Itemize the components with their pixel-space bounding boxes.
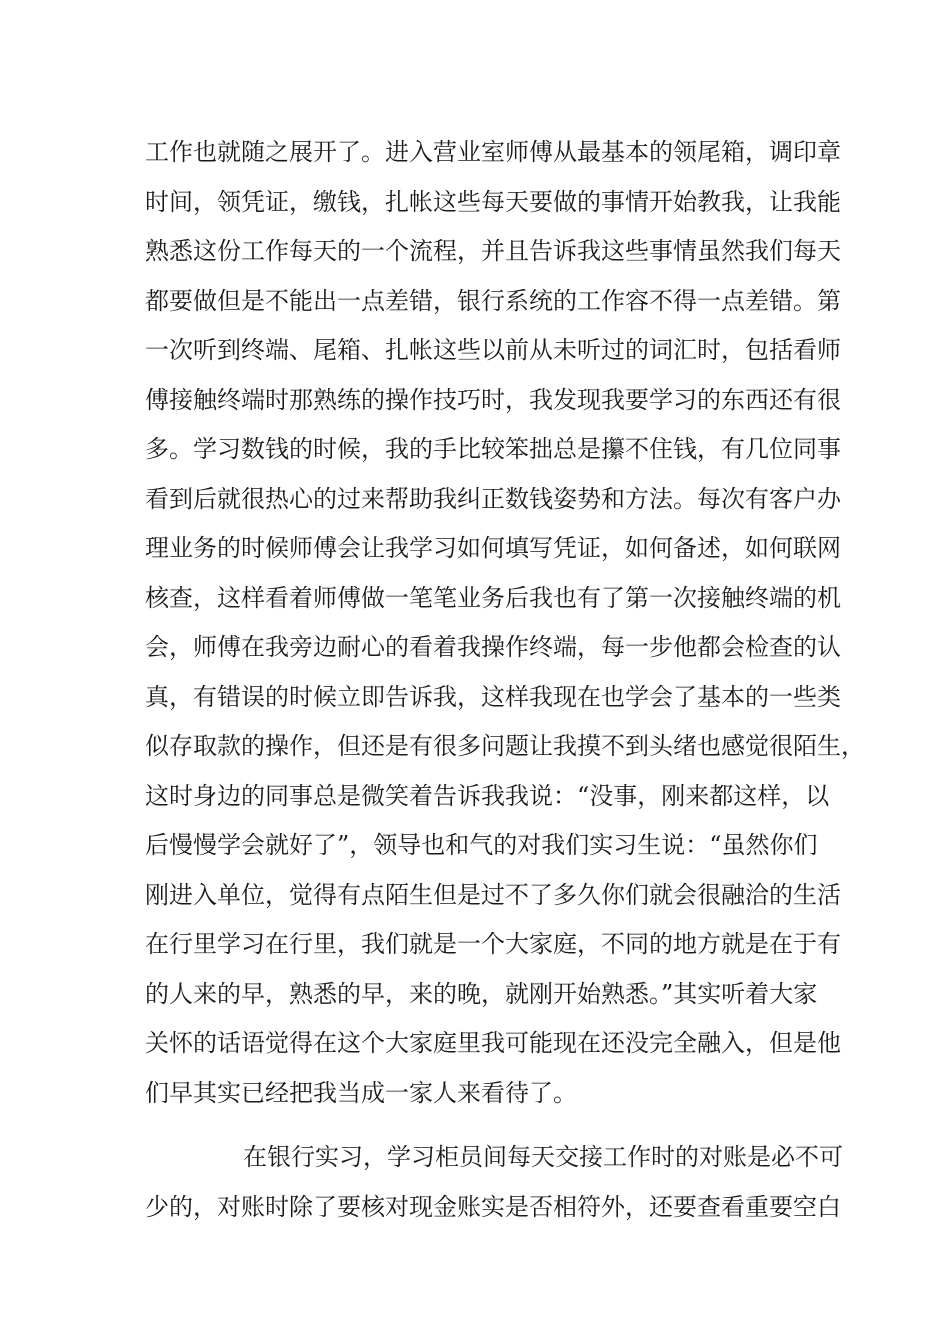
text-line: 关怀的话语觉得在这个大家庭里我可能现在还没完全融入，但是他 (145, 1029, 841, 1057)
text-line: 这时身边的同事总是微笑着告诉我我说：“没事，刚来都这样，以 (145, 781, 830, 810)
paragraph (145, 128, 865, 1118)
text-line: 多。学习数钱的时候，我的手比较笨拙总是攥不住钱，有几位同事 (145, 435, 841, 463)
text-line: 少的，对账时除了要核对现金账实是否相符外，还要查看重要空白 (145, 1192, 841, 1221)
text-line: 的人来的早，熟悉的早，来的晚，就刚开始熟悉。”其实听着大家 (145, 979, 818, 1008)
paragraph-spacer (145, 1118, 835, 1133)
text-line: 们早其实已经把我当成一家人来看待了。 (145, 1078, 577, 1107)
text-line: 在银行实习，学习柜员间每天交接工作时的对账是必不可 (243, 1143, 843, 1171)
text-line: 真，有错误的时候立即告诉我，这样我现在也学会了基本的一些类 (145, 682, 841, 711)
text-line: 都要做但是不能出一点差错，银行系统的工作容不得一点差错。第 (145, 286, 841, 315)
text-line: 时间，领凭证，缴钱，扎帐这些每天要做的事情开始教我，让我能 (145, 187, 841, 216)
text-line: 在行里学习在行里，我们就是一个大家庭，不同的地方就是在于有 (145, 930, 841, 958)
text-line: 工作也就随之展开了。进入营业室师傅从最基本的领尾箱，调印章 (145, 138, 841, 166)
text-line: 会，师傅在我旁边耐心的看着我操作终端，每一步他都会检查的认 (145, 633, 841, 661)
text-line: 看到后就很热心的过来帮助我纠正数钱姿势和方法。每次有客户办 (145, 484, 841, 513)
text-line: 刚进入单位，觉得有点陌生但是过不了多久你们就会很融洽的生活 (145, 880, 841, 909)
text-line: 似存取款的操作，但还是有很多问题让我摸不到头绪也感觉很陌生， (145, 732, 865, 760)
text-line: 傅接触终端时那熟练的操作技巧时，我发现我要学习的东西还有很 (145, 385, 841, 414)
text-line: 熟悉这份工作每天的一个流程，并且告诉我这些事情虽然我们每天 (145, 237, 841, 265)
text-line: 一次听到终端、尾箱、扎帐这些以前从未听过的词汇时，包括看师 (145, 336, 841, 364)
text-line: 后慢慢学会就好了”，领导也和气的对我们实习生说：“虽然你们 (145, 831, 818, 859)
text-line: 理业务的时候师傅会让我学习如何填写凭证，如何备述，如何联网 (145, 534, 841, 562)
document-body (145, 128, 865, 1232)
text-line: 核查，这样看着师傅做一笔笔业务后我也有了第一次接触终端的机 (145, 583, 841, 612)
paragraph (145, 1133, 843, 1232)
